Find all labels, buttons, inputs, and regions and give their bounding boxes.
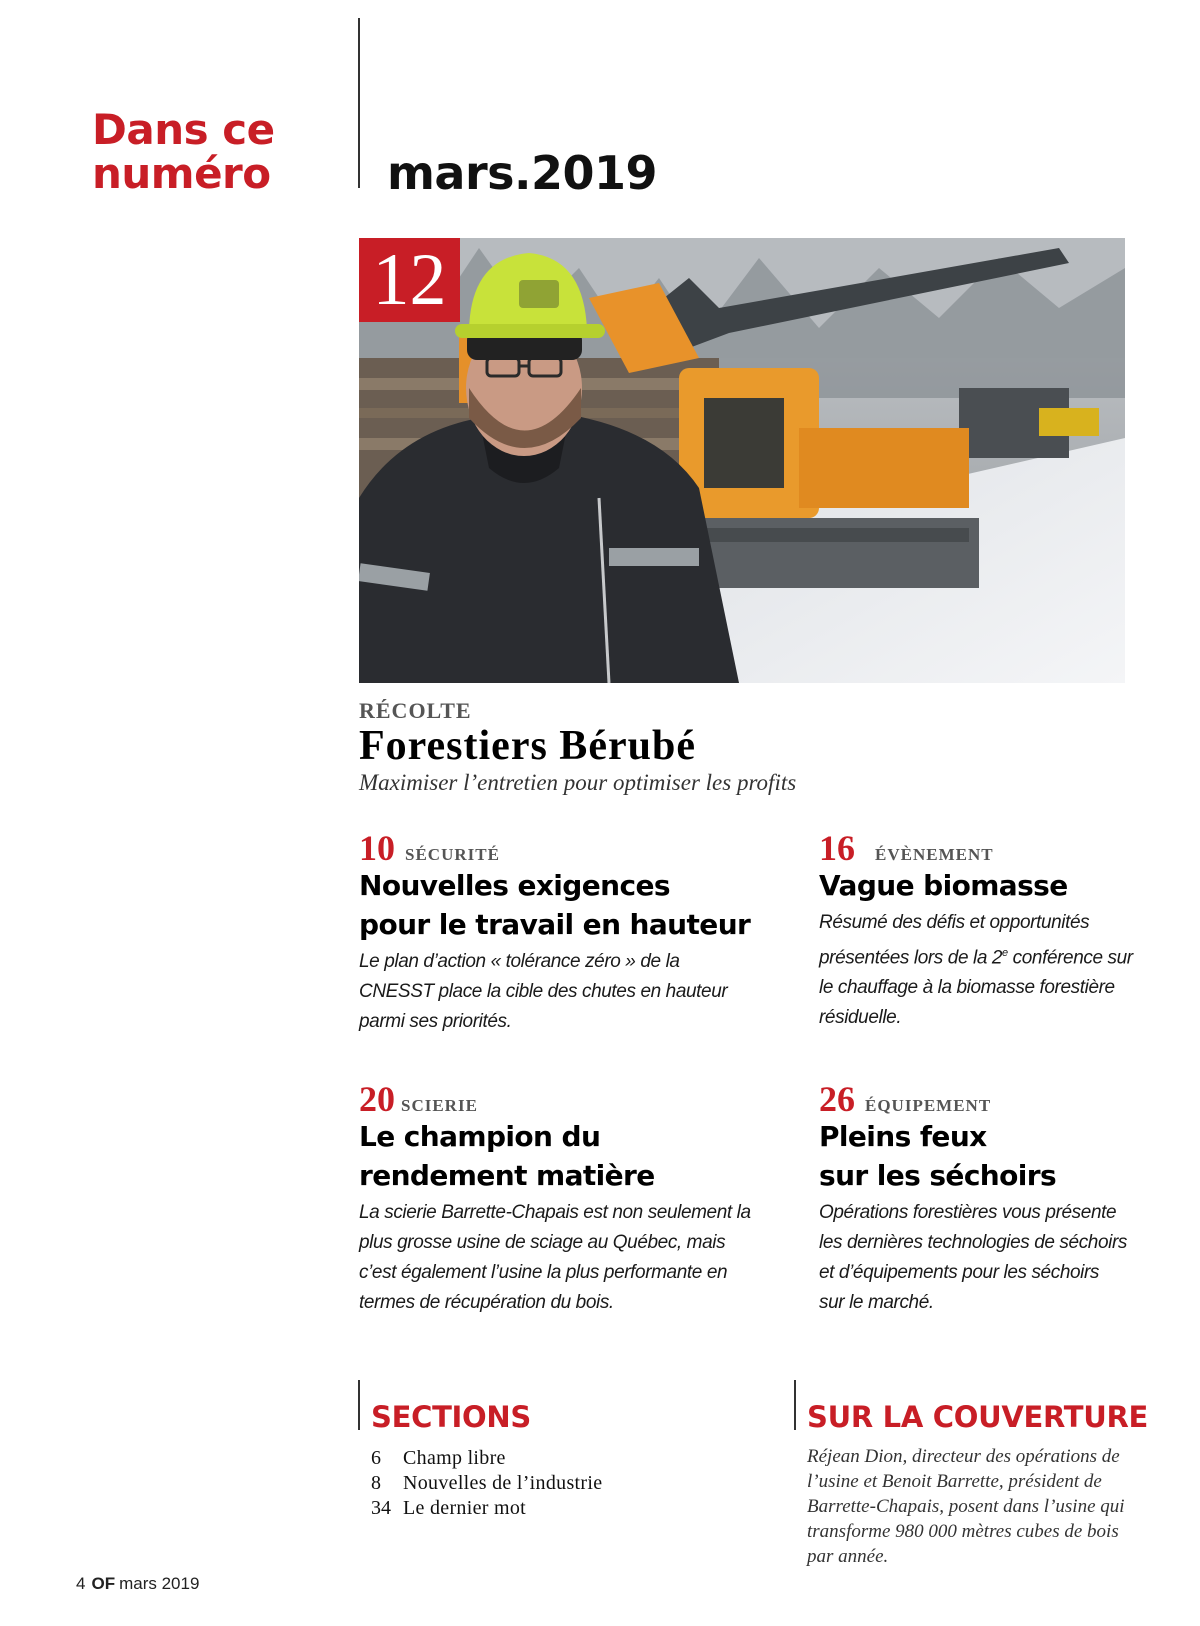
article-description-part2: conférence sur le chauffage à la biomasse forestière résiduelle. xyxy=(819,947,1133,1029)
article-title-line1[interactable]: Pleins feux xyxy=(819,1120,987,1153)
page-folio xyxy=(76,1574,199,1594)
sections-item-page: 6 xyxy=(371,1447,381,1469)
cover-divider xyxy=(794,1380,796,1430)
sections-item-page: 8 xyxy=(371,1472,381,1494)
sections-item-label: Le dernier mot xyxy=(403,1497,527,1519)
article-title-line2[interactable]: pour le travail en hauteur xyxy=(359,908,751,941)
article-category: ÉQUIPEMENT xyxy=(865,1096,992,1115)
cover-title: SUR LA COUVERTURE xyxy=(807,1400,1149,1434)
article-page-number: 26 xyxy=(819,1079,855,1119)
sections-item[interactable] xyxy=(371,1471,751,1496)
article-title-line2[interactable]: rendement matière xyxy=(359,1159,655,1192)
header-divider xyxy=(358,18,360,188)
sections-item[interactable] xyxy=(371,1496,751,1521)
article-card[interactable] xyxy=(819,827,1139,1033)
folio-issue: mars 2019 xyxy=(119,1574,200,1593)
article-title-line1[interactable]: Le champion du xyxy=(359,1120,601,1153)
article-category: ÉVÈNEMENT xyxy=(875,845,994,864)
feature-photo-illustration xyxy=(359,238,1125,683)
article-title-line1[interactable]: Vague biomasse xyxy=(819,869,1068,902)
article-description-part1: Résumé des défis et opportunités présentées lors de la 2 xyxy=(819,912,1090,969)
sections-item-page: 34 xyxy=(371,1497,391,1519)
article-page-number: 16 xyxy=(819,828,855,868)
in-this-issue-line2: numéro xyxy=(92,149,271,198)
feature-subtitle: Maximiser l’entretien pour optimiser les profits xyxy=(359,770,797,795)
in-this-issue-line1: Dans ce xyxy=(92,105,275,154)
in-this-issue-title xyxy=(92,105,332,198)
feature-page-number: 12 xyxy=(359,238,460,322)
article-description: Le plan d’action « tolérance zéro » de la CNESST place la cible des chutes en hauteur parmi ses priorités. xyxy=(359,951,728,1032)
folio-page-number: 4 xyxy=(76,1574,86,1593)
article-page-number: 10 xyxy=(359,828,395,868)
article-card[interactable] xyxy=(359,827,759,1037)
issue-date: mars.2019 xyxy=(387,146,658,200)
folio-brand: OF xyxy=(91,1574,116,1593)
article-page-number: 20 xyxy=(359,1079,395,1119)
article-card[interactable] xyxy=(819,1078,1129,1318)
sections-item-label: Nouvelles de l’industrie xyxy=(403,1472,603,1494)
feature-title[interactable]: Forestiers Bérubé xyxy=(359,723,696,769)
cover-description: Réjean Dion, directeur des opérations de l’usine et Benoit Barrette, président de Barrette-Chapais, posent dans l’usine qui transforme 980 000 mètres cubes de bois par année. xyxy=(807,1446,1125,1567)
article-description xyxy=(819,908,1139,1033)
article-description: Opérations forestières vous présente les dernières technologies de séchoirs et d’équipements pour les séchoirs sur le marché. xyxy=(819,1202,1127,1313)
article-description-superscript: e xyxy=(1002,947,1008,959)
article-card[interactable] xyxy=(359,1078,759,1318)
sections-title: SECTIONS xyxy=(371,1400,531,1434)
article-title-line1[interactable]: Nouvelles exigences xyxy=(359,869,670,902)
feature-photo xyxy=(359,238,1125,683)
sections-item-label: Champ libre xyxy=(403,1447,506,1469)
sections-list xyxy=(371,1446,751,1521)
article-description: La scierie Barrette-Chapais est non seulement la plus grosse usine de sciage au Québec, mais c’est également l’usine la plus performante en termes de récupération du bois. xyxy=(359,1202,751,1313)
feature-category: RÉCOLTE xyxy=(359,698,472,723)
sections-divider xyxy=(358,1380,360,1430)
sections-item[interactable] xyxy=(371,1446,751,1471)
article-category: SCIERIE xyxy=(401,1096,478,1115)
article-category: SÉCURITÉ xyxy=(405,845,500,864)
article-title-line2[interactable]: sur les séchoirs xyxy=(819,1159,1057,1192)
